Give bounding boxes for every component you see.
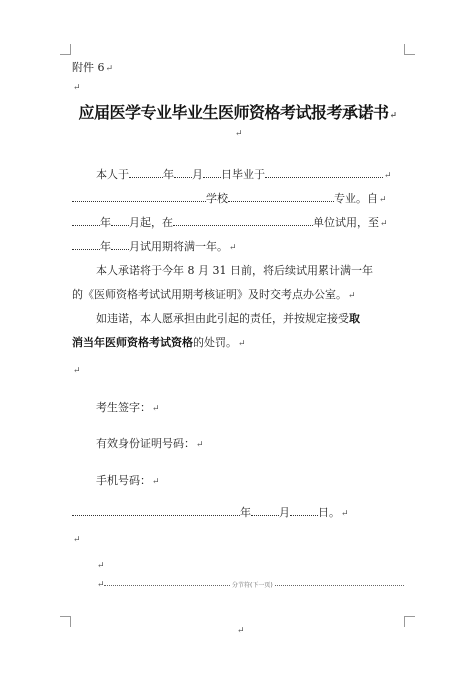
- para1-text: 年: [100, 216, 111, 229]
- blank-school-name[interactable]: [72, 191, 206, 202]
- paragraph-mark-icon: ↵: [238, 339, 246, 349]
- para3-bold-text: 取: [349, 312, 360, 325]
- paragraph-mark-icon: ↵: [152, 477, 160, 487]
- paragraph-mark-icon: ↵: [237, 626, 245, 636]
- date-line[interactable]: [72, 505, 349, 521]
- paragraph-mark-icon: ↵: [105, 64, 114, 74]
- empty-line[interactable]: [72, 364, 81, 378]
- crop-mark-top-right: [404, 44, 415, 55]
- blank-month[interactable]: [174, 167, 192, 178]
- para1-text: 月试用期将满一年。: [129, 240, 228, 253]
- empty-line[interactable]: [234, 127, 243, 141]
- date-text: 年: [240, 506, 251, 519]
- signature-label: 考生签字：: [96, 401, 151, 414]
- para1-line2[interactable]: [72, 191, 387, 207]
- para1-text: 年: [163, 168, 174, 181]
- paragraph-mark-icon: ↵: [379, 195, 387, 205]
- section-break-label: 分节符(下一页): [232, 582, 273, 589]
- para3-text: 的处罚。: [193, 336, 237, 349]
- paragraph-mark-icon: ↵: [73, 535, 81, 545]
- para1-text: 专业。自: [334, 192, 378, 205]
- blank-school[interactable]: [265, 167, 383, 178]
- paragraph-mark-icon: ↵: [73, 366, 81, 376]
- para1-text: 月: [192, 168, 203, 181]
- blank-unit[interactable]: [173, 215, 313, 226]
- para3-line2[interactable]: [72, 336, 246, 351]
- para1-line4[interactable]: [72, 239, 237, 255]
- para1-text: 日毕业于: [221, 168, 265, 181]
- para2-line1[interactable]: [96, 264, 373, 278]
- blank-end-month[interactable]: [111, 239, 129, 250]
- crop-mark-top-left: [60, 44, 71, 55]
- blank-major[interactable]: [228, 191, 334, 202]
- paragraph-mark-icon: ↵: [196, 440, 204, 450]
- blank-date-month[interactable]: [251, 505, 279, 516]
- paragraph-mark-icon: ↵: [389, 111, 397, 121]
- para3-text: 如违诺，本人愿承担由此引起的责任，并按规定接受: [96, 312, 349, 325]
- blank-signature-date[interactable]: [72, 505, 240, 516]
- date-text: 月: [279, 506, 290, 519]
- title-text: 应届医学专业毕业生医师资格考试报考承诺书: [78, 103, 389, 122]
- paragraph-mark-icon: ↵: [73, 83, 81, 93]
- paragraph-mark-icon: ↵: [341, 509, 349, 519]
- empty-line[interactable]: [96, 559, 105, 573]
- blank-date-day[interactable]: [290, 505, 318, 516]
- document-title[interactable]: [0, 100, 475, 123]
- blank-end-year[interactable]: [72, 239, 100, 250]
- empty-line[interactable]: [72, 533, 81, 547]
- paragraph-mark-icon: ↵: [97, 580, 105, 590]
- para1-line1[interactable]: [96, 167, 392, 183]
- para2-text: 本人承诺将于今年 8 月 31 日前，将后续试用累计满一年: [96, 264, 373, 277]
- para3-bold-text: 消当年医师资格考试资格: [72, 336, 193, 349]
- paragraph-mark-icon: ↵: [384, 171, 392, 181]
- para1-text: 学校: [206, 192, 228, 205]
- empty-line[interactable]: [236, 624, 245, 638]
- crop-mark-bottom-right: [404, 616, 415, 627]
- para1-text: 月起，在: [129, 216, 173, 229]
- id-number-line[interactable]: [96, 437, 204, 452]
- para3-line1[interactable]: [96, 312, 360, 326]
- crop-mark-bottom-left: [60, 616, 71, 627]
- signature-line[interactable]: [96, 401, 160, 416]
- blank-start-month[interactable]: [111, 215, 129, 226]
- paragraph-mark-icon: ↵: [235, 129, 243, 139]
- phone-label: 手机号码：: [96, 474, 151, 487]
- para1-text: 本人于: [96, 168, 129, 181]
- blank-start-year[interactable]: [72, 215, 100, 226]
- empty-line[interactable]: [72, 80, 81, 95]
- date-text: 日。: [318, 506, 340, 519]
- para1-text: 年: [100, 240, 111, 253]
- phone-line[interactable]: [96, 474, 160, 489]
- attachment-label: 附件 6: [72, 61, 105, 74]
- paragraph-mark-icon: ↵: [348, 291, 356, 301]
- blank-day[interactable]: [203, 167, 221, 178]
- para2-line2[interactable]: [72, 288, 356, 303]
- para2-text: 的《医师资格考试试用期考核证明》及时交考点办公室。: [72, 288, 347, 301]
- blank-year[interactable]: [129, 167, 163, 178]
- paragraph-mark-icon: ↵: [152, 404, 160, 414]
- attachment-label-line[interactable]: [72, 61, 113, 76]
- paragraph-mark-icon: ↵: [229, 243, 237, 253]
- paragraph-mark-icon: ↵: [380, 219, 388, 229]
- para1-line3[interactable]: [72, 215, 388, 231]
- paragraph-mark-icon: ↵: [97, 561, 105, 571]
- para1-text: 单位试用，至: [313, 216, 379, 229]
- id-label: 有效身份证明号码：: [96, 437, 195, 450]
